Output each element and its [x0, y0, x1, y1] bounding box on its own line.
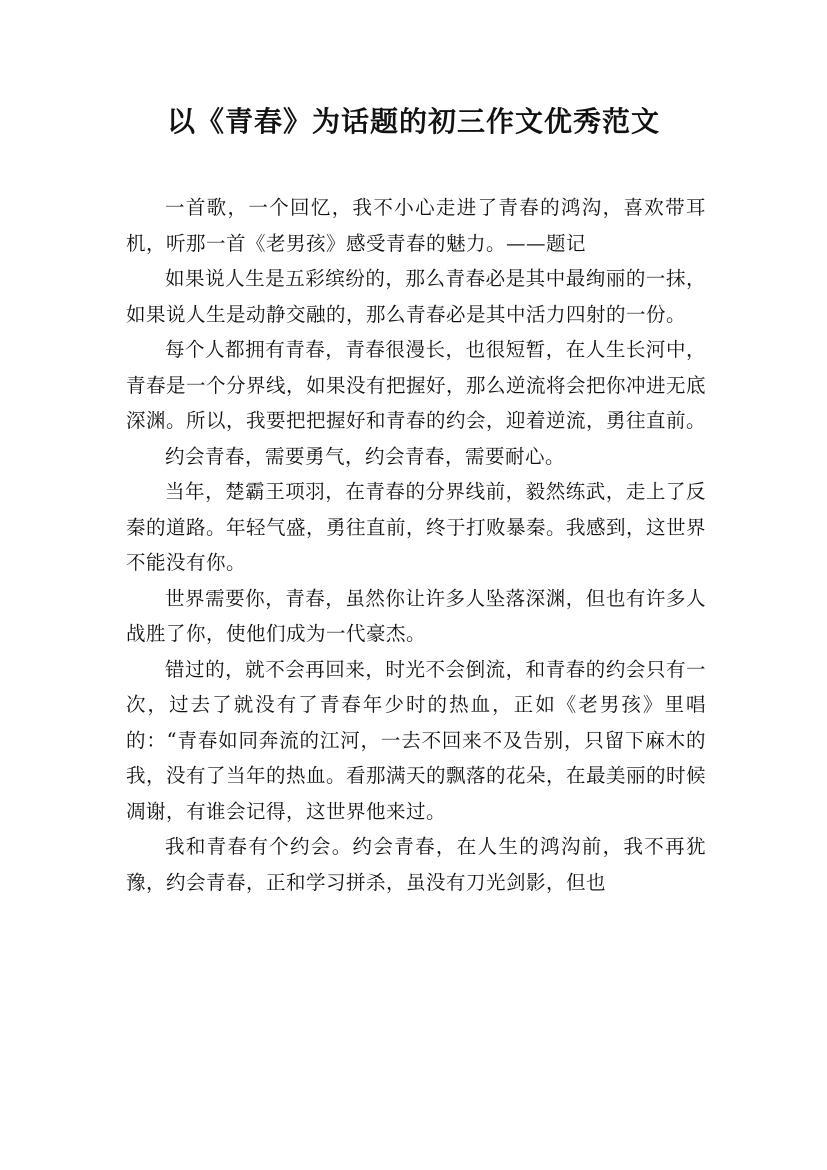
- paragraph: 我和青春有个约会。约会青春，在人生的鸿沟前，我不再犹豫，约会青春，正和学习拼杀，虽没有刀光剑影，但也: [126, 835, 706, 894]
- paragraph-epigraph: 一首歌，一个回忆，我不小心走进了青春的鸿沟，喜欢带耳机，听那一首《老男孩》感受青春的魅力。——题记: [126, 196, 706, 255]
- paragraph: 如果说人生是五彩缤纷的，那么青春必是其中最绚丽的一抹，如果说人生是动静交融的，那么青春必是其中活力四射的一份。: [126, 267, 706, 326]
- paragraph: 当年，楚霸王项羽，在青春的分界线前，毅然练武，走上了反秦的道路。年轻气盛，勇往直前，终于打败暴秦。我感到，这世界不能没有你。: [126, 480, 707, 574]
- document-body: [126, 190, 706, 900]
- document-title: 以《青春》为话题的初三作文优秀范文: [166, 105, 660, 138]
- paragraph: 每个人都拥有青春，青春很漫长，也很短暂，在人生长河中，青春是一个分界线，如果没有把握好，那么逆流将会把你冲进无底深渊。所以，我要把把握好和青春的约会，迎着逆流，勇往直前。: [126, 338, 707, 432]
- paragraph: 约会青春，需要勇气，约会青春，需要耐心。: [165, 444, 566, 468]
- paragraph: 世界需要你，青春，虽然你让许多人坠落深渊，但也有许多人战胜了你，使他们成为一代豪杰。: [126, 586, 706, 645]
- paragraph: 错过的，就不会再回来，时光不会倒流，和青春的约会只有一次，过去了就没有了青春年少时的热血，正如《老男孩》里唱的：“青春如同奔流的江河，一去不回来不及告别，只留下麻木的我，没有了当年的热血。看那满天的飘落的花朵，在最美丽的时候凋谢，有谁会记得，这世界他来过。: [126, 657, 707, 823]
